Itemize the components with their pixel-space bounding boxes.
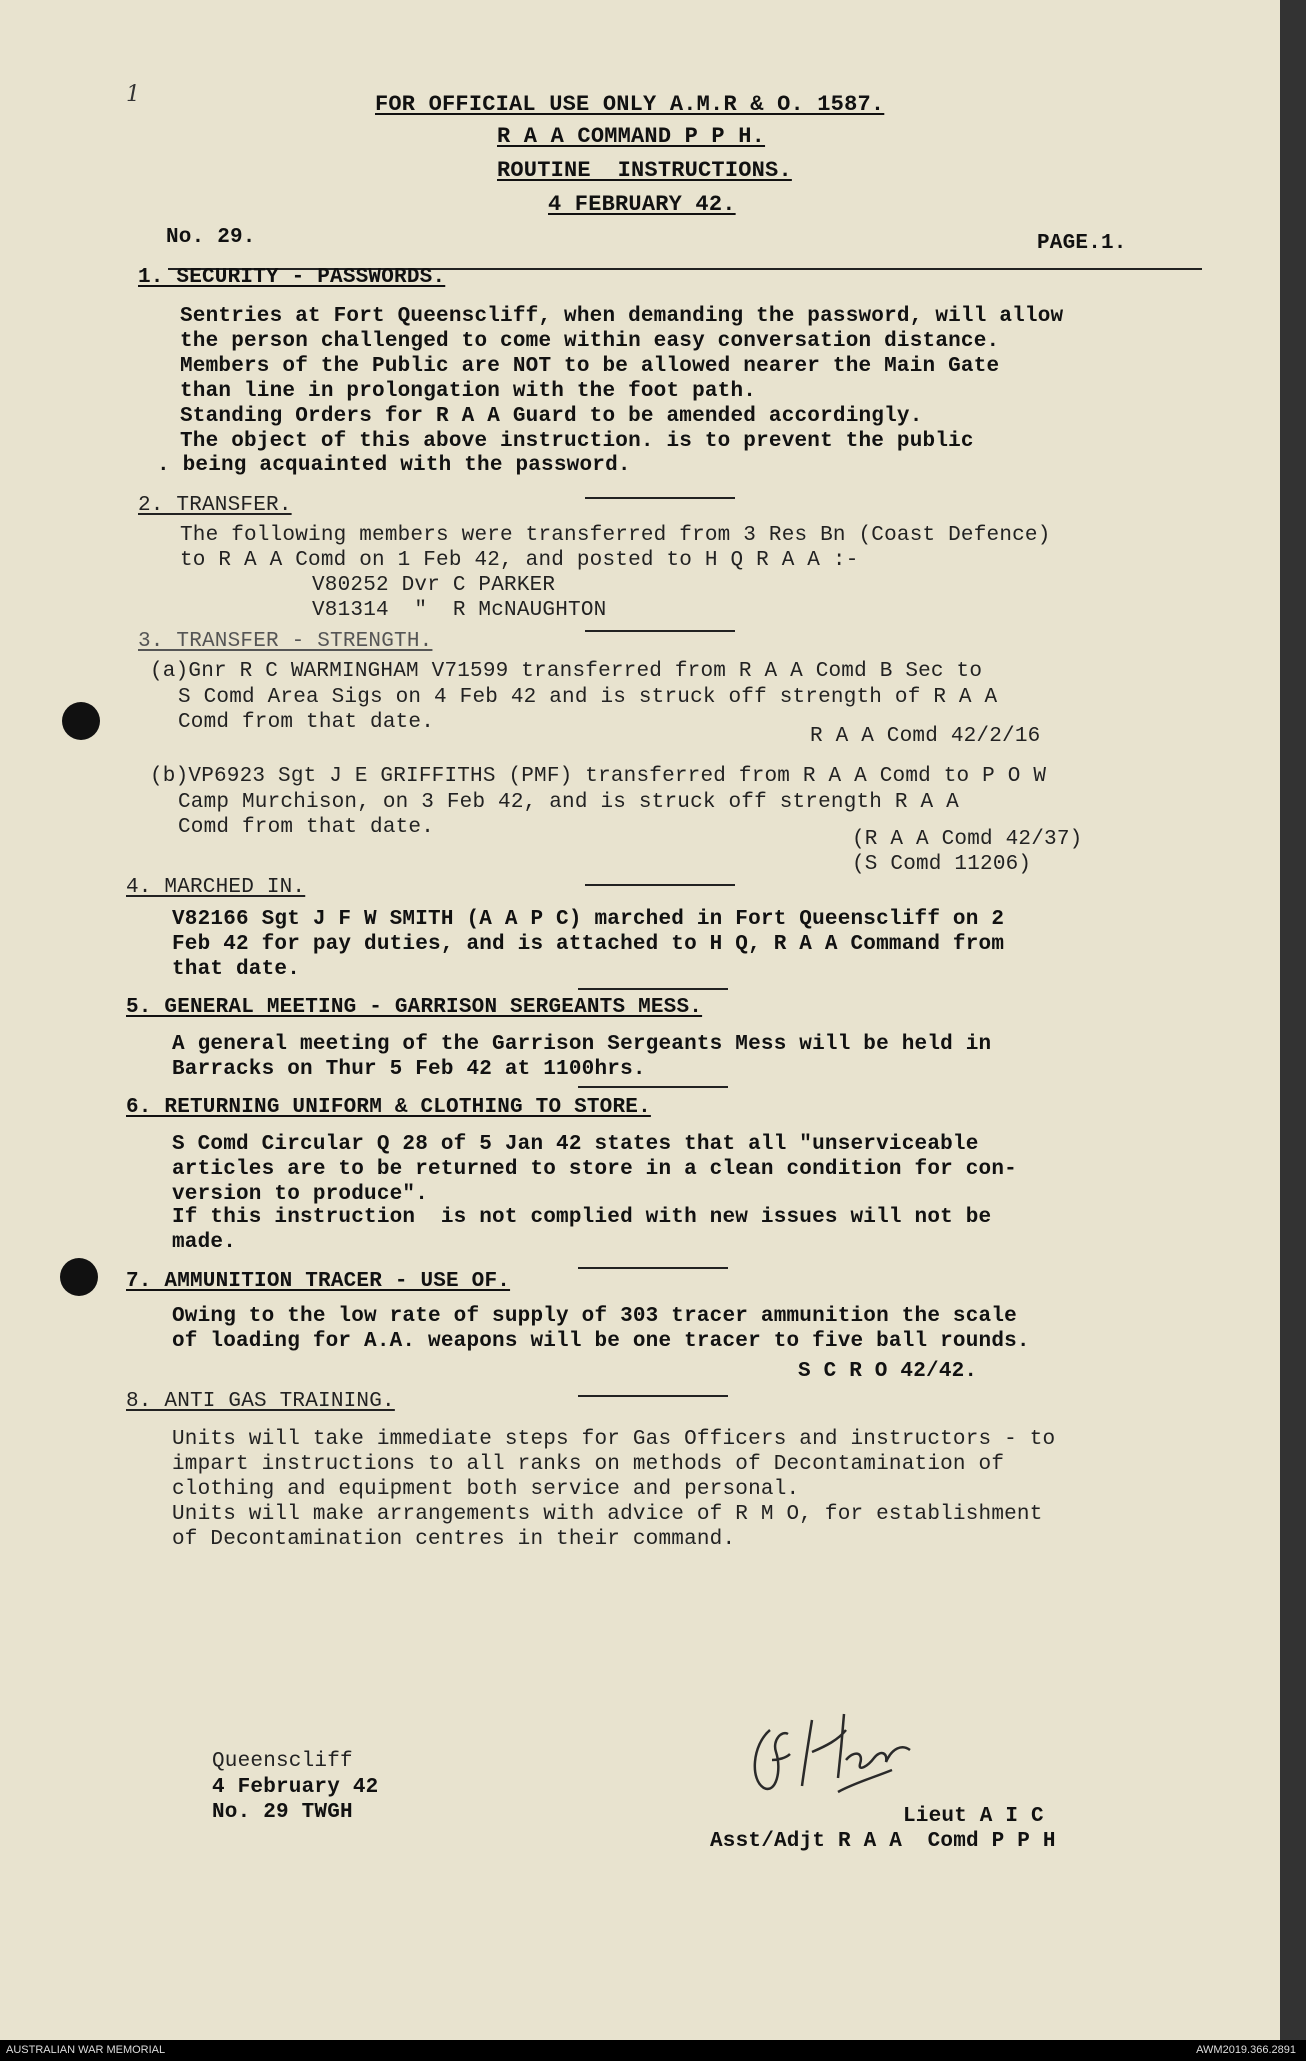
section-divider bbox=[578, 988, 728, 990]
section-7-reference: S C R O 42/42. bbox=[798, 1360, 978, 1383]
section-divider bbox=[585, 630, 735, 632]
section-8-line: impart instructions to all ranks on methods of Decontamination of bbox=[172, 1453, 1005, 1476]
header-line-3: ROUTINE INSTRUCTIONS. bbox=[497, 158, 792, 183]
section-3b-line: (b)VP6923 Sgt J E GRIFFITHS (PMF) transferred from R A A Comd to P O W bbox=[150, 765, 1047, 788]
section-1-line: Members of the Public are NOT to be allowed nearer the Main Gate bbox=[180, 355, 1000, 378]
section-8-line: of Decontamination centres in their command. bbox=[172, 1528, 736, 1551]
section-divider bbox=[585, 497, 735, 499]
section-4-line: that date. bbox=[172, 958, 301, 981]
section-divider bbox=[578, 1086, 728, 1088]
section-3b-reference: (S Comd 11206) bbox=[852, 853, 1032, 876]
section-8-line: Units will make arrangements with advice of R M O, for establishment bbox=[172, 1503, 1043, 1526]
section-6-line: version to produce". bbox=[172, 1183, 429, 1206]
section-3b-reference: (R A A Comd 42/37) bbox=[852, 828, 1083, 851]
section-3-heading: 3. TRANSFER - STRENGTH. bbox=[138, 630, 433, 653]
section-8-line: clothing and equipment both service and personal. bbox=[172, 1478, 800, 1501]
section-3b-line: Comd from that date. bbox=[178, 816, 435, 839]
scan-edge bbox=[1280, 0, 1306, 2040]
section-1-line: the person challenged to come within easy conversation distance. bbox=[180, 330, 1000, 353]
issue-date: 4 February 42 bbox=[212, 1776, 379, 1799]
section-2-heading: 2. TRANSFER. bbox=[138, 494, 292, 517]
section-3a-reference: R A A Comd 42/2/16 bbox=[810, 725, 1041, 748]
archive-reference: AWM2019.366.2891 bbox=[1196, 2044, 1296, 2056]
section-2-line: to R A A Comd on 1 Feb 42, and posted to H Q R A A :- bbox=[180, 549, 859, 572]
section-divider bbox=[585, 884, 735, 886]
section-6-heading: 6. RETURNING UNIFORM & CLOTHING TO STORE. bbox=[126, 1096, 651, 1119]
section-8-heading: 8. ANTI GAS TRAINING. bbox=[126, 1390, 395, 1413]
header-line-4: 4 FEBRUARY 42. bbox=[548, 192, 736, 217]
section-1-heading: 1. SECURITY - PASSWORDS. bbox=[138, 266, 446, 289]
section-divider bbox=[578, 1267, 728, 1269]
section-8-line: Units will take immediate steps for Gas Officers and instructors - to bbox=[172, 1428, 1056, 1451]
section-4-line: V82166 Sgt J F W SMITH (A A P C) marched in Fort Queenscliff on 2 bbox=[172, 908, 1005, 931]
section-3b-line: Camp Murchison, on 3 Feb 42, and is struck off strength R A A bbox=[178, 791, 959, 814]
section-6-line: made. bbox=[172, 1231, 237, 1254]
section-2-line: V81314 " R McNAUGHTON bbox=[312, 599, 607, 622]
header-line-2: R A A COMMAND P P H. bbox=[497, 124, 766, 149]
archive-name: AUSTRALIAN WAR MEMORIAL bbox=[6, 2044, 166, 2056]
section-7-heading: 7. AMMUNITION TRACER - USE OF. bbox=[126, 1270, 511, 1293]
section-5-line: A general meeting of the Garrison Sergeants Mess will be held in bbox=[172, 1033, 992, 1056]
section-4-line: Feb 42 for pay duties, and is attached to H Q, R A A Command from bbox=[172, 933, 1005, 956]
signatory-appointment: Asst/Adjt R A A Comd P P H bbox=[710, 1830, 1056, 1853]
margin-mark: 1 bbox=[126, 82, 140, 107]
punch-hole-bottom bbox=[60, 1258, 98, 1296]
section-7-line: of loading for A.A. weapons will be one tracer to five ball rounds. bbox=[172, 1330, 1030, 1353]
section-6-line: If this instruction is not complied with new issues will not be bbox=[172, 1206, 992, 1229]
section-2-line: V80252 Dvr C PARKER bbox=[312, 574, 556, 597]
page-number: PAGE.1. bbox=[1037, 232, 1127, 255]
section-4-heading: 4. MARCHED IN. bbox=[126, 876, 306, 899]
section-6-line: articles are to be returned to store in a clean condition for con- bbox=[172, 1158, 1017, 1181]
section-7-line: Owing to the low rate of supply of 303 tracer ammunition the scale bbox=[172, 1305, 1017, 1328]
order-number: No. 29. bbox=[166, 226, 256, 249]
section-6-line: S Comd Circular Q 28 of 5 Jan 42 states that all "unserviceable bbox=[172, 1133, 979, 1156]
header-line-1: FOR OFFICIAL USE ONLY A.M.R & O. 1587. bbox=[375, 92, 885, 117]
section-3a-line: S Comd Area Sigs on 4 Feb 42 and is struck off strength of R A A bbox=[178, 686, 998, 709]
archive-footer bbox=[0, 2040, 1306, 2061]
section-divider bbox=[578, 1395, 728, 1397]
section-3a-line: Comd from that date. bbox=[178, 711, 435, 734]
section-3a-line: (a)Gnr R C WARMINGHAM V71599 transferred from R A A Comd B Sec to bbox=[150, 660, 983, 683]
section-5-line: Barracks on Thur 5 Feb 42 at 1100hrs. bbox=[172, 1058, 646, 1081]
issue-reference: No. 29 TWGH bbox=[212, 1801, 353, 1824]
section-1-line: than line in prolongation with the foot path. bbox=[180, 380, 757, 403]
issue-place: Queenscliff bbox=[212, 1750, 353, 1773]
signatory-rank: Lieut A I C bbox=[903, 1805, 1044, 1828]
section-2-line: The following members were transferred from 3 Res Bn (Coast Defence) bbox=[180, 524, 1051, 547]
section-1-line: . being acquainted with the password. bbox=[157, 454, 631, 477]
handwritten-signature bbox=[742, 1700, 962, 1810]
section-1-line: Sentries at Fort Queenscliff, when demanding the password, will allow bbox=[180, 305, 1064, 328]
section-5-heading: 5. GENERAL MEETING - GARRISON SERGEANTS MESS. bbox=[126, 996, 703, 1019]
punch-hole-top bbox=[62, 702, 100, 740]
section-1-line: The object of this above instruction. is to prevent the public bbox=[180, 430, 974, 453]
section-1-line: Standing Orders for R A A Guard to be amended accordingly. bbox=[180, 405, 923, 428]
